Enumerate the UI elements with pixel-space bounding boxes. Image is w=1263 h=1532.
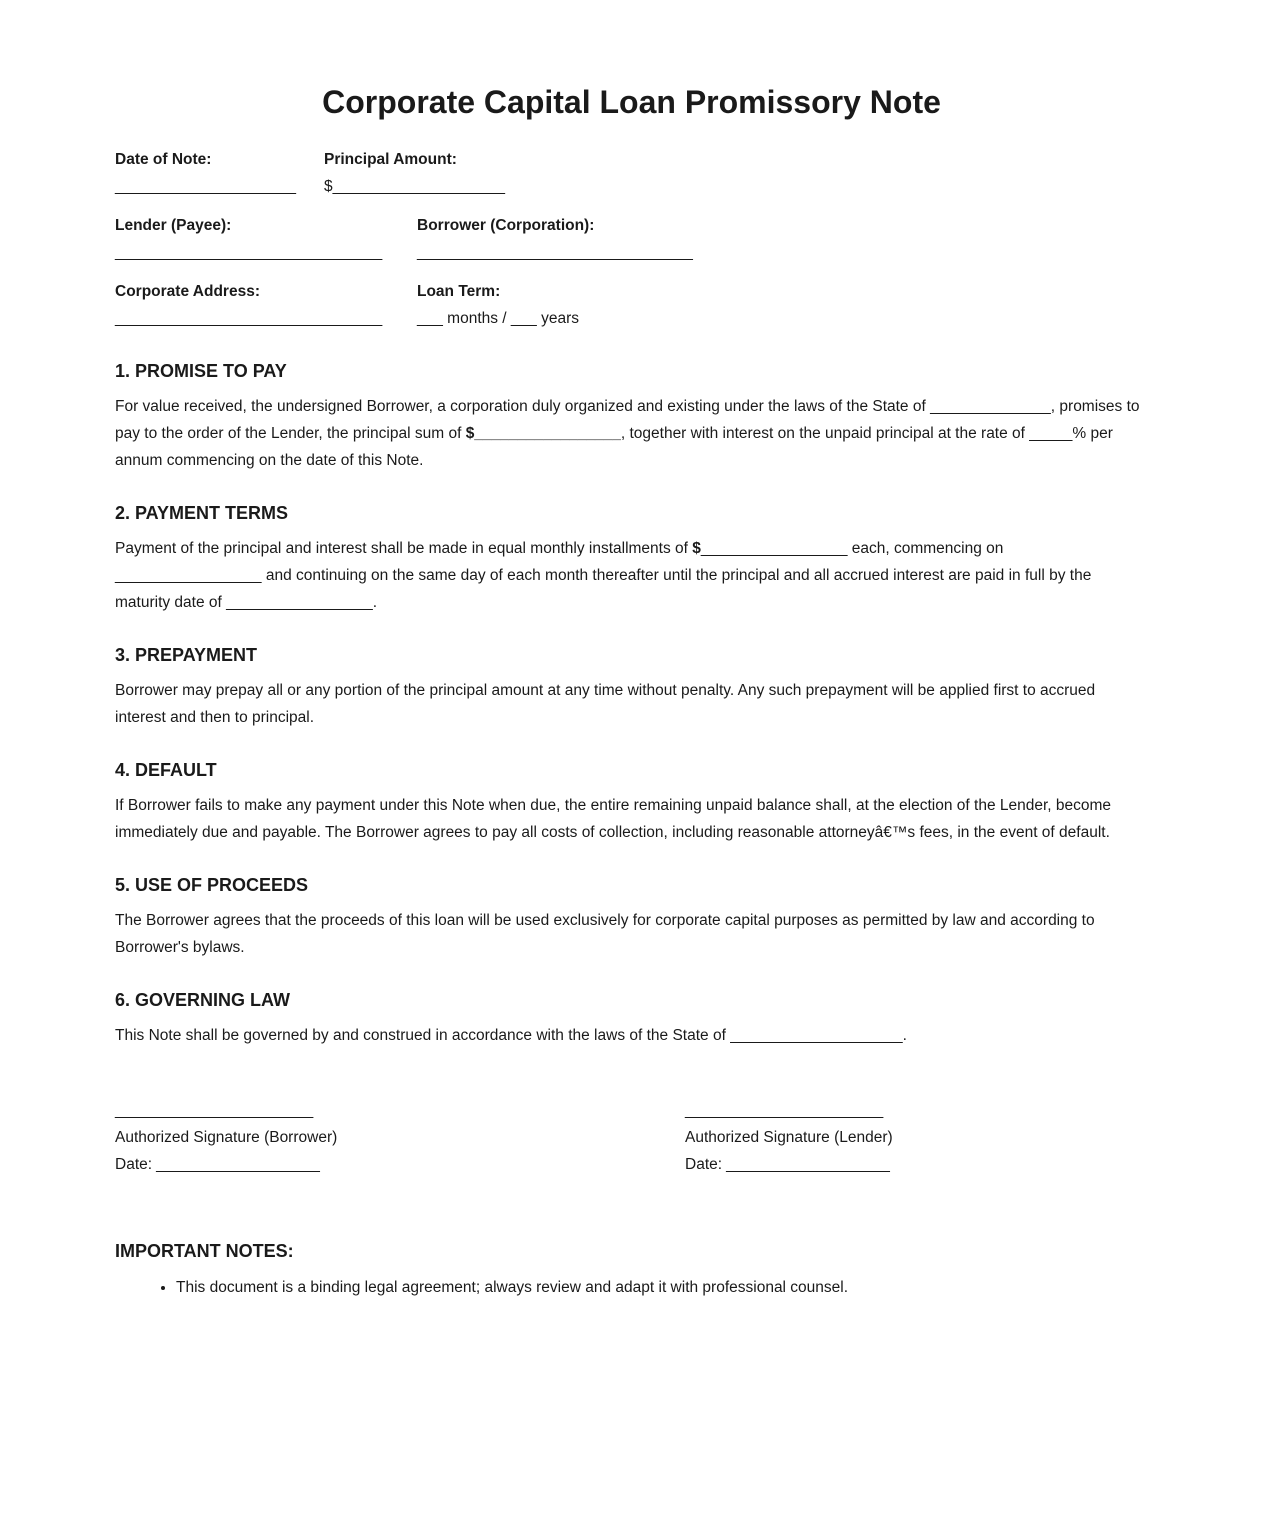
text-segment: . xyxy=(372,594,377,611)
corporate-address-label: Corporate Address: xyxy=(115,283,260,300)
fill-in-blank[interactable]: _________________ xyxy=(226,594,373,611)
signature-block-borrower xyxy=(115,1097,685,1178)
corporate-address-blank[interactable]: _______________________________ xyxy=(115,310,383,327)
text-segment: This Note shall be governed by and construed in accordance with the laws of the State of xyxy=(115,1027,731,1044)
fill-in-blank[interactable]: ______________ xyxy=(930,398,1051,415)
document-title: Corporate Capital Loan Promissory Note xyxy=(322,84,941,120)
section-use-of-proceeds xyxy=(115,874,1148,961)
section-promise-to-pay xyxy=(115,360,1148,474)
text-segment: If Borrower fails to make any payment under this Note when due, the entire remaining unpaid balance shall, at the election of the Lender, become immediately due and payable. The Borrower agrees to pay all costs of collection, including reasonable attorneyâ€™s fees, in the event of default. xyxy=(115,797,1112,841)
lender-date-blank[interactable]: ___________________ xyxy=(726,1156,890,1173)
field-row-address-term xyxy=(115,278,1148,332)
principal-amount-label: Principal Amount: xyxy=(324,151,457,168)
field-lender xyxy=(115,212,417,266)
lender-label: Lender (Payee): xyxy=(115,217,232,234)
section-prepayment xyxy=(115,644,1148,731)
fill-in-blank[interactable]: _________________ xyxy=(700,540,848,557)
lender-date-label: Date: xyxy=(685,1156,723,1173)
section-heading: 6. GOVERNING LAW xyxy=(115,990,291,1010)
field-loan-term xyxy=(417,278,1148,332)
lender-blank[interactable]: _______________________________ xyxy=(115,244,383,261)
signature-block-lender xyxy=(685,1097,1148,1178)
fill-in-blank[interactable]: _________________ xyxy=(115,567,262,584)
section-body xyxy=(115,535,1148,616)
field-corporate-address xyxy=(115,278,417,332)
lender-signature-line[interactable]: _______________________ xyxy=(685,1102,884,1119)
field-row-date-principal xyxy=(115,146,1148,200)
text-segment: Payment of the principal and interest shall be made in equal monthly installments of xyxy=(115,540,693,557)
text-segment: The Borrower agrees that the proceeds of this loan will be used exclusively for corporate capital purposes as permitted by law and according to Borrower's bylaws. xyxy=(115,912,1095,956)
fill-in-blank[interactable]: _____ xyxy=(1029,425,1073,442)
important-note-item: • This document is a binding legal agreement; always review and adapt it with professional counsel. xyxy=(176,1274,1148,1301)
important-notes-heading: IMPORTANT NOTES: xyxy=(115,1241,294,1261)
loan-term-blank[interactable]: ___ months / ___ years xyxy=(417,310,579,327)
text-segment: , together with interest on the unpaid principal at the rate of xyxy=(620,425,1030,442)
section-governing-law xyxy=(115,989,1148,1049)
section-heading: 5. USE OF PROCEEDS xyxy=(115,875,309,895)
text-segment: , promises to pay to the order of the Lender, the principal sum of xyxy=(115,398,1140,442)
field-row-lender-borrower xyxy=(115,212,1148,266)
borrower-date-row xyxy=(115,1151,685,1178)
section-heading: 2. PAYMENT TERMS xyxy=(115,503,289,523)
borrower-date-blank[interactable]: ___________________ xyxy=(156,1156,320,1173)
section-body xyxy=(115,393,1148,474)
text-segment: . xyxy=(902,1027,907,1044)
section-body xyxy=(115,677,1148,731)
text-segment: % per annum commencing on the date of this Note. xyxy=(115,425,1113,469)
section-body xyxy=(115,907,1148,961)
field-principal-amount xyxy=(324,146,1148,200)
borrower-blank[interactable]: ________________________________ xyxy=(417,244,693,261)
lender-signature-label: Authorized Signature (Lender) xyxy=(685,1129,893,1146)
text-segment: and continuing on the same day of each month thereafter until the principal and all accrued interest are paid in full by the maturity date of xyxy=(115,567,1092,611)
important-notes-section xyxy=(115,1240,1148,1301)
field-borrower xyxy=(417,212,1148,266)
lender-date-row xyxy=(685,1151,1148,1178)
principal-amount-blank[interactable]: $____________________ xyxy=(324,178,506,195)
section-heading: 3. PREPAYMENT xyxy=(115,645,258,665)
fill-in-blank[interactable]: $_________________ xyxy=(465,425,621,442)
text-segment: each, commencing on xyxy=(847,540,1004,557)
borrower-label: Borrower (Corporation): xyxy=(417,217,595,234)
date-of-note-label: Date of Note: xyxy=(115,151,212,168)
date-of-note-blank[interactable]: _____________________ xyxy=(115,178,297,195)
section-heading: 4. DEFAULT xyxy=(115,760,217,780)
borrower-date-label: Date: xyxy=(115,1156,153,1173)
important-notes-list xyxy=(115,1274,1148,1301)
section-payment-terms xyxy=(115,502,1148,616)
section-default xyxy=(115,759,1148,846)
field-date-of-note xyxy=(115,146,324,200)
fill-in-blank[interactable]: ____________________ xyxy=(730,1027,903,1044)
text-segment: Borrower may prepay all or any portion of the principal amount at any time without penalty. Any such prepayment will be applied first to accrued interest and then to principal. xyxy=(115,682,1096,726)
section-body xyxy=(115,792,1148,846)
borrower-signature-label: Authorized Signature (Borrower) xyxy=(115,1129,338,1146)
text-segment: For value received, the undersigned Borrower, a corporation duly organized and existing under the laws of the State of xyxy=(115,398,931,415)
text-segment: $ xyxy=(692,540,701,557)
signature-area xyxy=(115,1097,1148,1178)
section-body xyxy=(115,1022,1148,1049)
section-heading: 1. PROMISE TO PAY xyxy=(115,361,287,381)
loan-term-label: Loan Term: xyxy=(417,283,501,300)
borrower-signature-line[interactable]: _______________________ xyxy=(115,1102,314,1119)
